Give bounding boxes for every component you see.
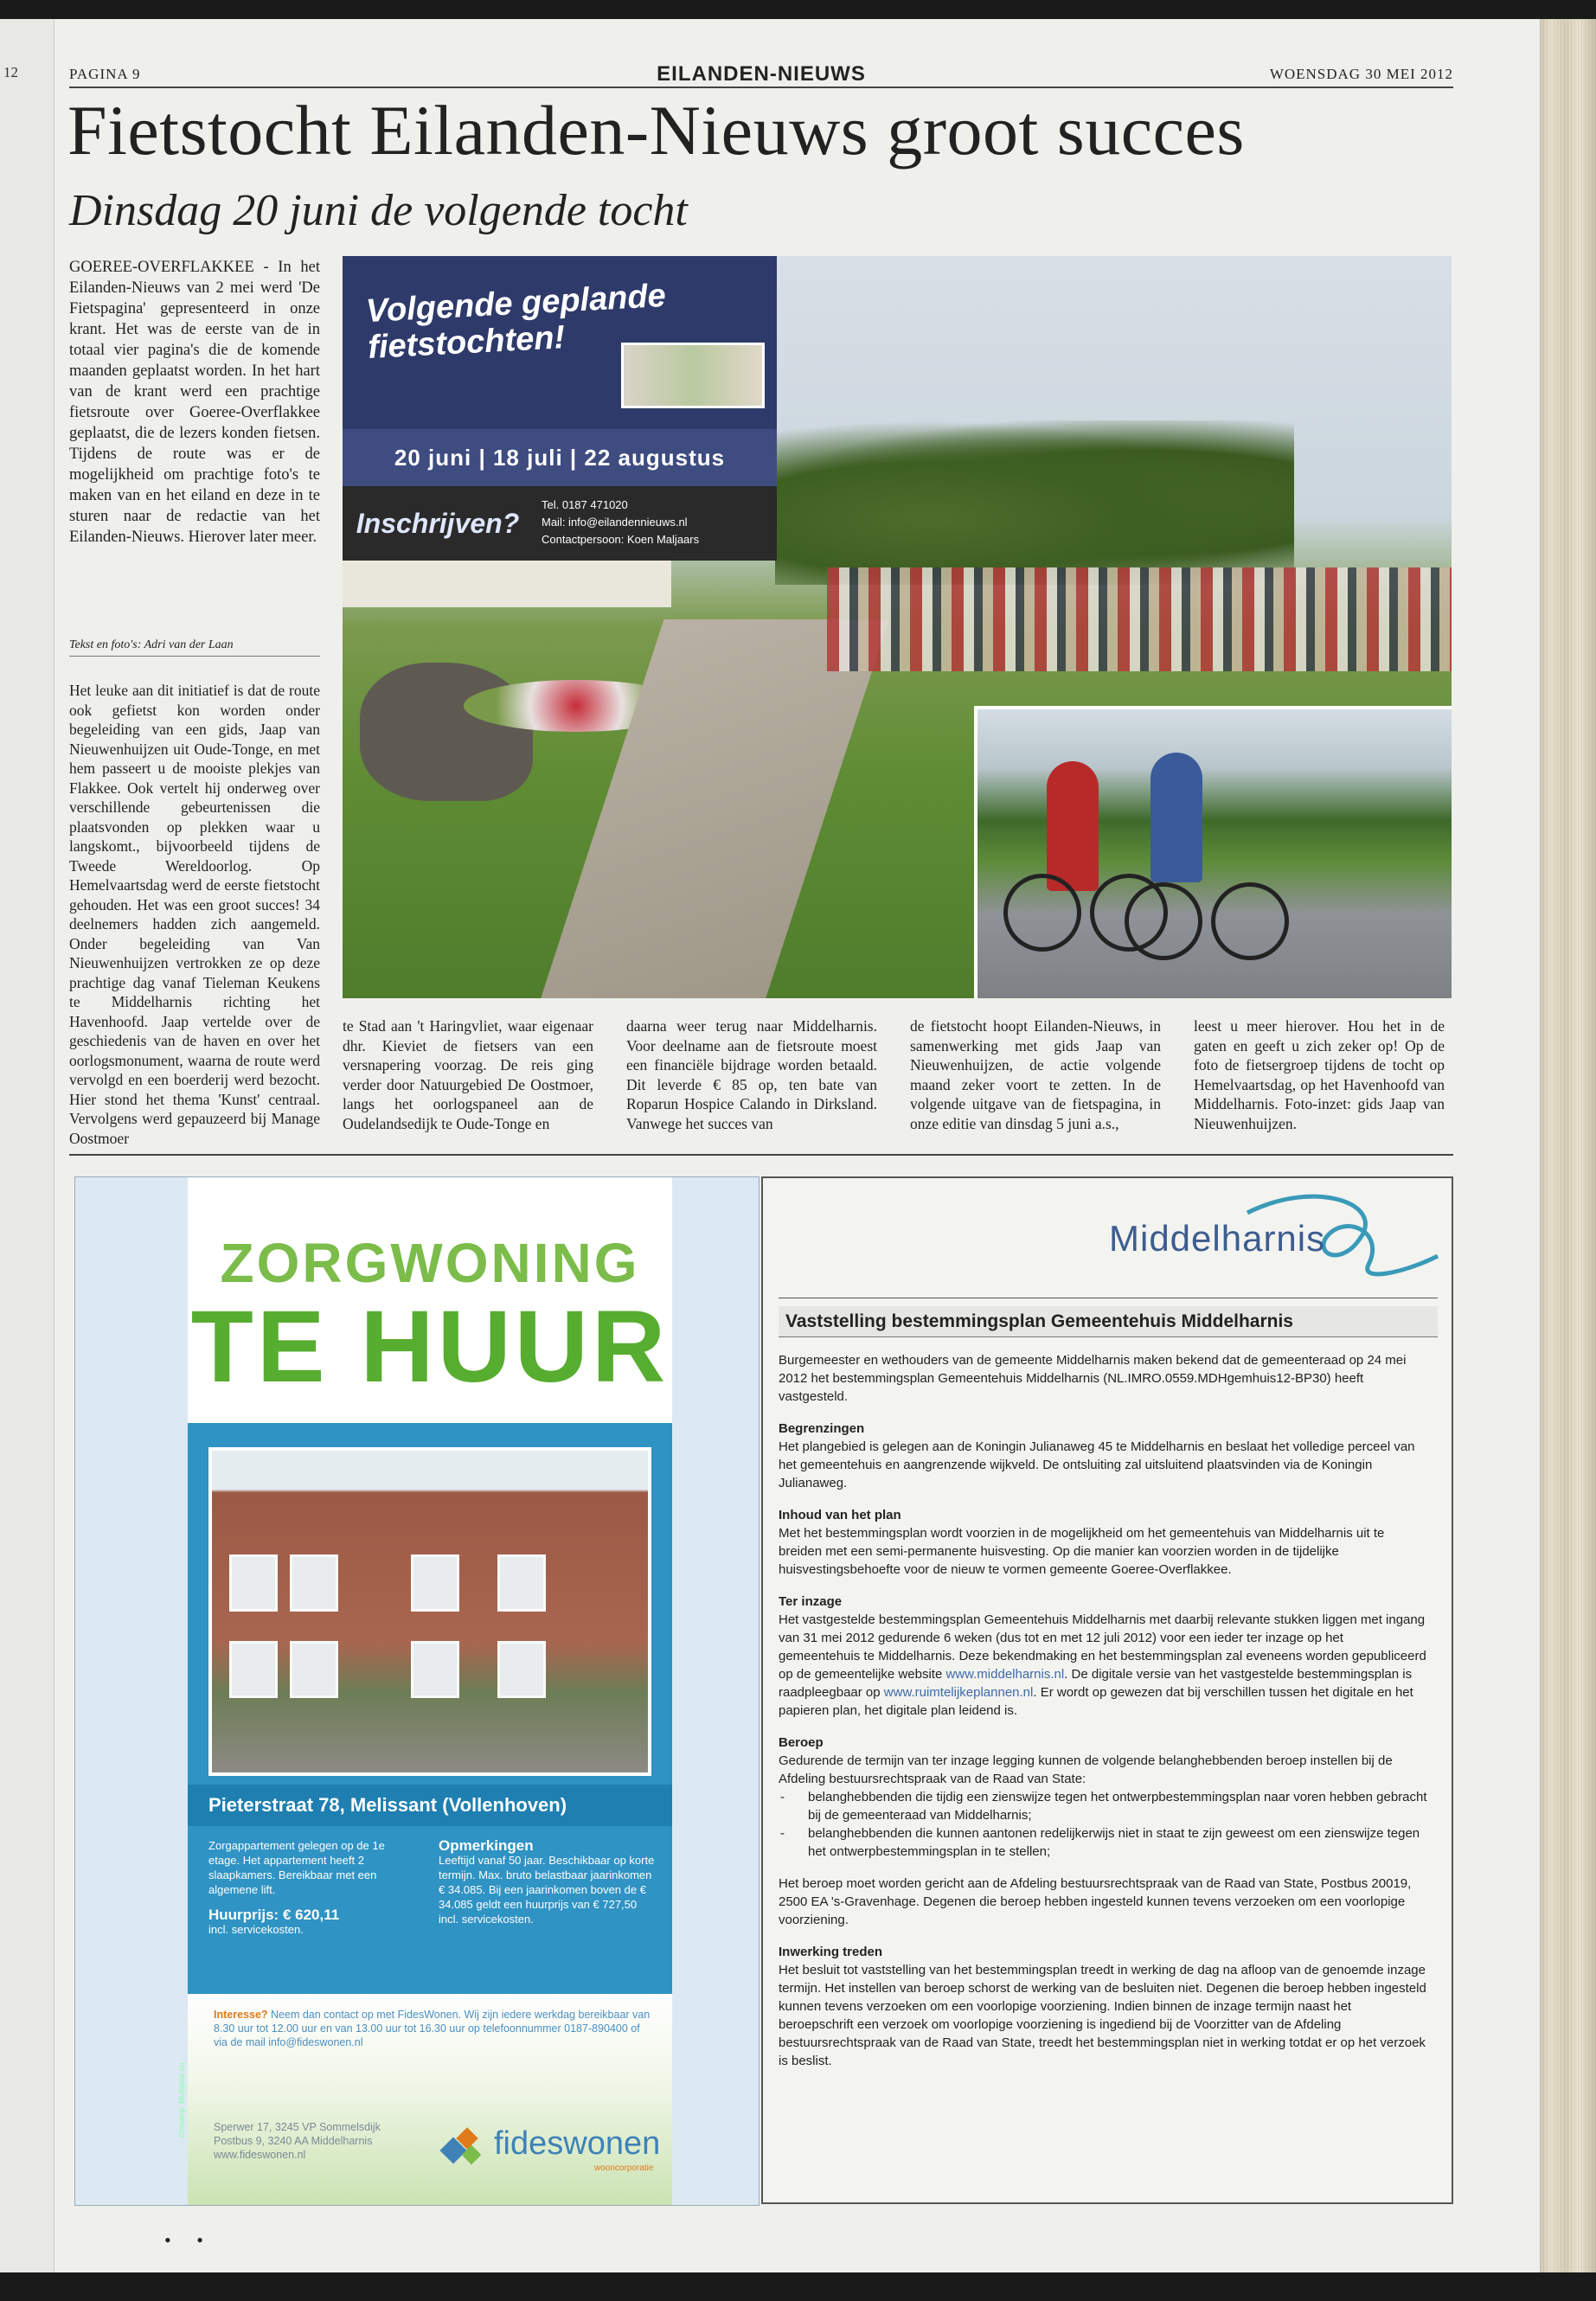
notice-heading-beroep: Beroep (779, 1735, 824, 1750)
zorg-ad-address: Pieterstraat 78, Melissant (Vollenhoven) (188, 1785, 672, 1826)
zorg-ad-price: Huurprijs: € 620,11 (208, 1907, 340, 1923)
photo-cyclist-group (827, 567, 1452, 671)
inset-wheel (1125, 882, 1202, 960)
zorg-ad-interest (214, 2008, 655, 2049)
article-body-col3: daarna weer terug naar Middelharnis. Voor deelname aan de fietsroute moest een financiële bijdrage worden betaald. Dit leverde € 85 op, ten bate van Roparun Hospice Calando in Dirksland. Vanwege het succes van (626, 1017, 877, 1132)
article-body-col1: Het leuke aan dit initiatief is dat de route ook gefietst kon worden onder begeleiding van een gids, Jaap van Nieuwenhuijzen uit Oude-Tonge, en met hem passeert u de mooiste plekjes van Flakkee. Ook vertelt hij onderweg over verschillende gebeurtenissen die plaatsvonden op plekken waar u langskomt., bijvoorbeeld tijdens de Tweede Wereldoorlog. Op Hemelvaartsdag werd de eerste fietstocht gehouden. Het was een groot succes! 34 deelnemers hadden zich aangemeld. Onder begeleiding van Van Nieuwenhuijzen vertrokken ze op deze prachtige dag vanaf Tieleman Keukens te Middelharnis richting het Havenhoofd. Jaap vertelde over de geschiedenis van de haven en over het oorlogsmonument, waarna de route werd vervolgd en een boerderij werd bezocht. Hier stond het thema 'Kunst' centraal. Vervolgens werd gepauzeerd bij Manage Oostmoer (69, 682, 320, 1147)
bike-ad-mail: Mail: info@eilandennieuws.nl (542, 516, 688, 529)
inset-wheel (1211, 882, 1289, 960)
notice-inzage-b: . De digitale versie van het vastgestelde bestemmingsplan is raadpleegbaar op (779, 1667, 1413, 1700)
building-window (229, 1641, 278, 1698)
photo-trees (775, 420, 1294, 585)
fideswonen-logo-icon (439, 2122, 490, 2174)
article-credit: Tekst en foto's: Adri van der Laan (69, 638, 320, 657)
main-photo-cyclists (343, 256, 1452, 998)
photo-path (541, 619, 889, 998)
zorg-ad-contact-address: Sperwer 17, 3245 VP Sommelsdijk Postbus 9, 3240 AA Middelharnis www.fideswonen.nl (214, 2121, 381, 2161)
building-window (290, 1554, 338, 1612)
notice-heading-begrenzingen: Begrenzingen (779, 1421, 865, 1436)
notice-inzage-c: . Er wordt op gewezen dat bij verschillen tussen het digitale en het papieren plan, het digitale plan leidend is. (779, 1685, 1413, 1718)
zorg-ad-remarks-title: Opmerkingen (439, 1837, 534, 1854)
bike-ad-cta: Inschrijven? (343, 486, 533, 561)
notice-beroep-list (779, 1788, 1427, 1861)
link-ruimtelijkeplannen[interactable]: www.ruimtelijkeplannen.nl (883, 1685, 1034, 1700)
issue-date: WOENSDAG 30 MEI 2012 (1269, 66, 1453, 82)
zorg-ad-blue-panel (188, 1423, 672, 1994)
article-headline: Fietstocht Eilanden-Nieuws groot succes (67, 91, 1245, 170)
bike-ad-thumbnail (621, 343, 765, 408)
article-body-col4: de fietstocht hoopt Eilanden-Nieuws, in samenwerking met gids Jaap van Nieuwenhuijzen, de actie volgende maand zeker voort te zetten. In de volgende uitgave van de fietspagina, in onze editie van dinsdag 5 juni a.s., (910, 1017, 1161, 1132)
photo-monument-rock (360, 663, 533, 801)
building-window (411, 1641, 459, 1698)
zorg-ad-interest-label: Interesse? (214, 2009, 268, 2021)
notice-inzage-a: Het vastgestelde bestemmingsplan Gemeentehuis Middelharnis met daarbij relevante stukken liggen met ingang van 31 mei 2012 gedurende 6 weken (dus tot en met 12 juli 2012) voor een ieder ter inzage op het gemeentehuis te Middelharnis. Deze bekendmaking en het bestemmingsplan zal eveneens worden gepubliceerd op de gemeentelijke website (779, 1612, 1426, 1682)
bike-ad-title-line2: fietstochten! (367, 319, 567, 367)
page-header (69, 61, 1453, 88)
zorg-ad-remarks-text: Leeftijd vanaf 50 jaar. Beschikbaar op korte termijn. Max. bruto belastbaar jaarinkomen € 34.085. Bij een jaarinkomen boven de € 34.085 geldt een huurprijs van € 727,50 incl. servicekosten. (439, 1854, 655, 1926)
section-divider (69, 1154, 1453, 1156)
page-footer-dots: • • (164, 2229, 214, 2251)
zorg-ad-building-photo (208, 1447, 651, 1776)
article-body-col5: leest u meer hierover. Hou het in de gaten en geeft u zich zeker op! Op de foto de fietsergroep tijdens de tocht op Hemelvaartsdag, op het Havenhoofd van Middelharnis. Foto-inzet: gids Jaap van Nieuwenhuijzen. (1194, 1017, 1445, 1132)
bike-ad-tel: Tel. 0187 471020 (542, 498, 628, 511)
notice-beroep: Gedurende de termijn van ter inzage legging kunnen de volgende belanghebbenden beroep instellen bij de Afdeling bestuursrechtspraak van de Raad van State: (779, 1753, 1393, 1786)
building-window (411, 1554, 459, 1612)
zorgwoning-ad (74, 1176, 760, 2206)
notice-heading-inwerking: Inwerking treden (779, 1945, 883, 1959)
bike-tour-ad (343, 256, 777, 561)
notice-beroep2: Het beroep moet worden gericht aan de Afdeling bestuursrechtspraak van de Raad van State, Postbus 20019, 2500 EA 's-Gravenhage. Degenen die beroep hebben ingesteld kunnen tevens verzoeken om een voorlopige voorziening. (779, 1876, 1412, 1927)
fideswonen-sub: wooncorporatie (594, 2163, 654, 2173)
notice-inwerking: Het besluit tot vaststelling van het bestemmingsplan treedt in werking de dag na afloop van de genoemde inzage termijn. Het instellen van beroep schorst de werking van de besluiten niet. Degenen die beroep hebben ingesteld kunnen tevens verzoeken om een voorlopige voorziening. Indien binnen de inzage termijn naast het beroepschrift een verzoek om voorlopige voorziening is ingediend bij de Voorzitter van de Afdeling bestuursrechtspraak van de Raad van State, treedt het bestemmingsplan niet in werking totdat er op het verzoek is beslist. (779, 1963, 1426, 2068)
zorg-ad-desc-text: Zorgappartement gelegen op de 1e etage. Het appartement heeft 2 slaapkamers. Bereikbaar met een algemene lift. (208, 1839, 385, 1896)
municipal-notice (761, 1176, 1453, 2204)
zorg-ad-remarks (439, 1838, 655, 1926)
article-body-col2: te Stad aan 't Haringvliet, waar eigenaar dhr. Kieviet de fietsers van een versnapering voorzag. De reis ging verder door Natuurgebied De Oostmoer, langs het oorlogspaneel aan de Oudelandsedijk te Oude-Tonge en (343, 1017, 593, 1132)
building-window (497, 1641, 546, 1698)
zorg-ad-line1: ZORGWONING (220, 1232, 640, 1294)
bike-ad-contact-info (533, 486, 777, 561)
article-lede: GOEREE-OVERFLAKKEE - In het Eilanden-Nieuws van 2 mei werd 'De Fietspagina' gepresenteerd in onze krant. Het was de eerste van de in totaal vier pagina's die de komende maanden geplaatst worden. In het hart van de krant werd een prachtige fietsroute over Goeree-Overflakkee geplaatst, die de lezers konden fietsen. Tijdens de route was er de mogelijkheid om prachtige foto's te maken van en het eiland en deze in te sturen naar de redactie van het Eilanden-Nieuws. Hierover later meer. (69, 259, 320, 546)
notice-intro: Burgemeester en wethouders van de gemeente Middelharnis maken bekend dat de gemeenteraad op 24 mei 2012 het bestemmingsplan Gemeentehuis Middelharnis (NL.IMRO.0559.MDHgemhuis12-BP30) heeft vastgesteld. (779, 1353, 1407, 1404)
zorg-ad-line2: TE HUUR (190, 1290, 670, 1404)
notice-heading-inhoud: Inhoud van het plan (779, 1508, 901, 1522)
bike-ad-dates: 20 juni | 18 juli | 22 augustus (343, 429, 777, 486)
previous-page-number: 12 (3, 64, 18, 80)
zorg-ad-design-credit: Ontwerp: Multiplist.nu (177, 2062, 186, 2138)
link-middelharnis-website[interactable]: www.middelharnis.nl (945, 1667, 1065, 1682)
notice-heading-inzage: Ter inzage (779, 1594, 843, 1609)
inset-wheel (1003, 874, 1081, 952)
building-window (290, 1641, 338, 1698)
previous-page-edge (0, 19, 54, 2272)
zorg-ad-price-sub: incl. servicekosten. (208, 1923, 304, 1936)
notice-begrenzingen: Het plangebied is gelegen aan de Koningin Julianaweg 45 te Middelharnis en beslaat het volledige perceel van het gemeentehuis en aangrenzende wijkveld. De ontsluiting zal uitsluitend plaatsvinden via de Koningin Julianaweg. (779, 1439, 1415, 1490)
page-label: PAGINA 9 (69, 66, 141, 82)
article-subhead: Dinsdag 20 juni de volgende tocht (69, 186, 688, 235)
notice-beroep-item: - belanghebbenden die kunnen aantonen redelijkerwijs niet in staat te zijn geweest om een zienswijze tegen het ontwerpbestemmingsplan in te stellen; (808, 1824, 1427, 1861)
notice-body (779, 1351, 1427, 2084)
fideswonen-brand: fideswonen (494, 2125, 661, 2162)
inset-photo-guide (974, 706, 1452, 998)
inset-rider-blue (1151, 753, 1202, 882)
inset-rider-red (1047, 761, 1099, 891)
newspaper-logo: EILANDEN-NIEUWS (657, 62, 866, 86)
building-window (229, 1554, 278, 1612)
notice-title: Vaststelling bestemmingsplan Gemeentehuis Middelharnis (779, 1306, 1438, 1337)
bike-ad-title-line1: Volgende geplande (365, 277, 667, 330)
zorg-ad-description (208, 1838, 407, 1937)
newspaper-page (0, 19, 1540, 2272)
bike-ad-contact-person: Contactpersoon: Koen Maljaars (542, 533, 700, 546)
middelharnis-logo-swirl-icon (763, 1187, 1452, 1291)
notice-beroep-item: - belanghebbenden die tijdig een zienswijze tegen het ontwerpbestemmingsplan naar voren hebben gebracht bij de gemeenteraad van Middelharnis; (808, 1788, 1427, 1824)
middelharnis-logo-text: Middelharnis (1109, 1218, 1326, 1259)
zorg-ad-interest-text: Neem dan contact op met FidesWonen. Wij zijn iedere werkdag bereikbaar van 8.30 uur tot 12.00 uur en van 13.00 uur tot 16.30 uur op telefoonnummer 0187-890400 of via de mail info@fideswonen.nl (214, 2009, 651, 2048)
book-binding-spine (1540, 19, 1596, 2272)
notice-inhoud: Met het bestemmingsplan wordt voorzien in de mogelijkheid om het gemeentehuis van Middelharnis uit te breiden met een semi-permanente huisvesting. Op die manier kan voorzien worden in de tijdelijke huisvestingsbehoefte voor de nieuw te vormen gemeente Goeree-Overflakkee. (779, 1526, 1385, 1577)
building-window (497, 1554, 546, 1612)
notice-inzage (779, 1611, 1427, 1720)
